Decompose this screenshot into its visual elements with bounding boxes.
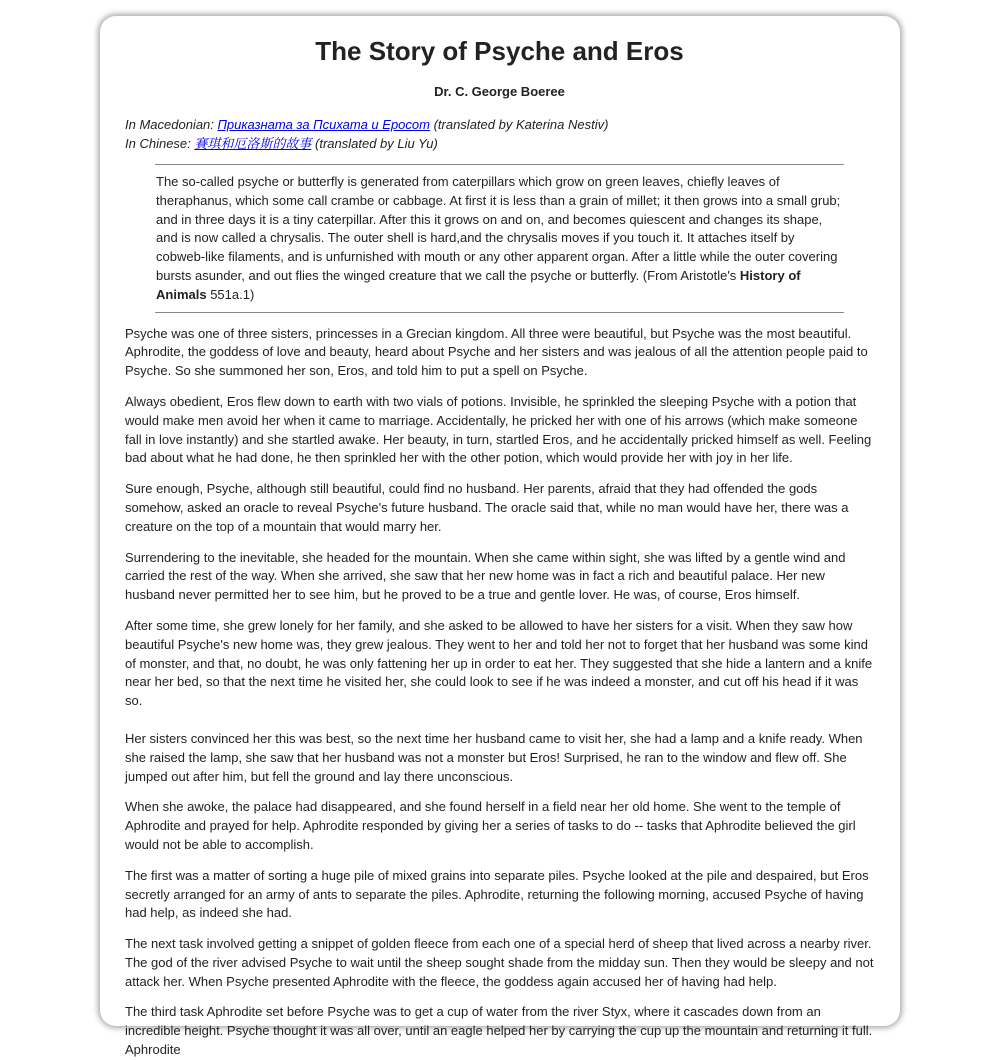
translation-link-macedonian[interactable]: Приказната за Психата и Еросот bbox=[217, 117, 430, 132]
story-paragraph: Psyche was one of three sisters, princesses in a Grecian kingdom. All three were beautiful, but Psyche was the most beautiful. Aphrodite, the goddess of love and beauty, heard about Psyche and her sisters and was jealous of all the attention people paid to Psyche. So she summoned her son, Eros, and told him to put a spell on Psyche. bbox=[125, 325, 868, 379]
translation-prefix: In Macedonian: bbox=[125, 117, 218, 132]
story-paragraph: Always obedient, Eros flew down to earth with two vials of potions. Invisible, he sprinkled the sleeping Psyche with a potion that would make men avoid her when it came to marriage. Accidentally, he pricked her with one of his arrows (which make someone fall in love instantly) and she startled awake. Her beauty, in turn, startled Eros, and he accidentally pricked himself as well. Feeling bad about what he had done, he then sprinkled her with the other potion, which would provide her with joy in her life. bbox=[125, 393, 872, 466]
page-title: The Story of Psyche and Eros bbox=[315, 36, 684, 66]
translation-macedonian bbox=[125, 115, 874, 134]
author-name: Dr. C. George Boeree bbox=[434, 84, 565, 99]
translation-suffix: (translated by Katerina Nestiv) bbox=[429, 117, 609, 132]
story-paragraph: After some time, she grew lonely for her family, and she asked to be allowed to have her sisters for a visit. When they saw how beautiful Psyche's new home was, they grew jealous. They went to her and told her not to forget that her husband was some kind of monster, and that, no doubt, he was only fattening her up in order to eat her. They suggested that she hide a lantern and a knife near her bed, so that the next time he visited her, she could look to see if he was indeed a monster, and cut off his head if it was so. bbox=[125, 617, 873, 709]
story-paragraph: Sure enough, Psyche, although still beautiful, could find no husband. Her parents, afraid that they had offended the gods somehow, asked an oracle to reveal Psyche's future husband. The oracle said that, while no man would have her, there was a creature on the top of a mountain that would marry her. bbox=[125, 481, 849, 534]
document-page bbox=[100, 16, 900, 1058]
story-paragraph: Surrendering to the inevitable, she headed for the mountain. When she came within sight, she was lifted by a gentle wind and carried the rest of the way. When she arrived, she saw that her new home was in fact a rich and beautiful palace. Her new husband never permitted her to see him, but he proved to be a true and gentle lover. He was, of course, Eros himself. bbox=[125, 549, 846, 603]
story-paragraph: The first was a matter of sorting a huge pile of mixed grains into separate piles. Psyche looked at the pile and despaired, but Eros secretly arranged for an army of ants to separate the piles. Aphrodite, returning the following morning, accused Psyche of having had help, as indeed she had. bbox=[125, 867, 869, 921]
quote-source: History of Animals bbox=[156, 267, 801, 302]
translation-link-chinese[interactable]: 賽琪和厄洛斯的故事 bbox=[194, 136, 312, 151]
translations-block bbox=[125, 115, 874, 153]
quote-text: The so-called psyche or butterfly is generated from caterpillars which grow on green leaves, chiefly leaves of theraphanus, which some call crambe or cabbage. At first it is less than a grain of millet; it then grows into a small grub; and in three days it is a tiny caterpillar. After this it grows on and on, and becomes quiescent and changes its shape, and is now called a chrysalis. The outer shell is hard,and the chrysalis moves if you touch it. It attaches itself by cobweb-like filaments, and is unfurnished with mouth or any other apparent organ. After a little while the outer covering bursts asunder, and out flies the winged creature that we call the psyche or butterfly. (From Aristotle's bbox=[156, 174, 841, 283]
story-paragraph: When she awoke, the palace had disappeared, and she found herself in a field near her old home. She went to the temple of Aphrodite and prayed for help. Aphrodite responded by giving her a series of tasks to do -- tasks that Aphrodite believed the girl would not be able to accomplish. bbox=[125, 799, 856, 852]
aristotle-quote bbox=[155, 164, 844, 313]
story-body bbox=[125, 325, 874, 1060]
quote-reference: 551a.1) bbox=[206, 286, 255, 302]
translation-chinese bbox=[125, 134, 874, 153]
story-paragraph: Her sisters convinced her this was best, so the next time her husband came to visit her, she had a lamp and a knife ready. When she raised the lamp, she saw that her husband was not a monster but Eros! Surprised, he ran to the window and flew off. She jumped out after him, but fell the ground and lay there unconscious. bbox=[125, 730, 863, 784]
story-paragraph: The third task Aphrodite set before Psyche was to get a cup of water from the river Styx, where it cascades down from an incredible height. Psyche thought it was all over, until an eagle helped her by carrying the cup up the mountain and returning it full. Aphrodite bbox=[125, 1004, 873, 1058]
story-paragraph: The next task involved getting a snippet of golden fleece from each one of a special herd of sheep that lived across a nearby river. The god of the river advised Psyche to wait until the sheep sought shade from the midday sun. Then they would be sleepy and not attack her. When Psyche presented Aphrodite with the fleece, the goddess again accused her of having had help. bbox=[125, 936, 874, 989]
translation-suffix: (translated by Liu Yu) bbox=[311, 136, 438, 151]
translation-prefix: In Chinese: bbox=[125, 136, 195, 151]
